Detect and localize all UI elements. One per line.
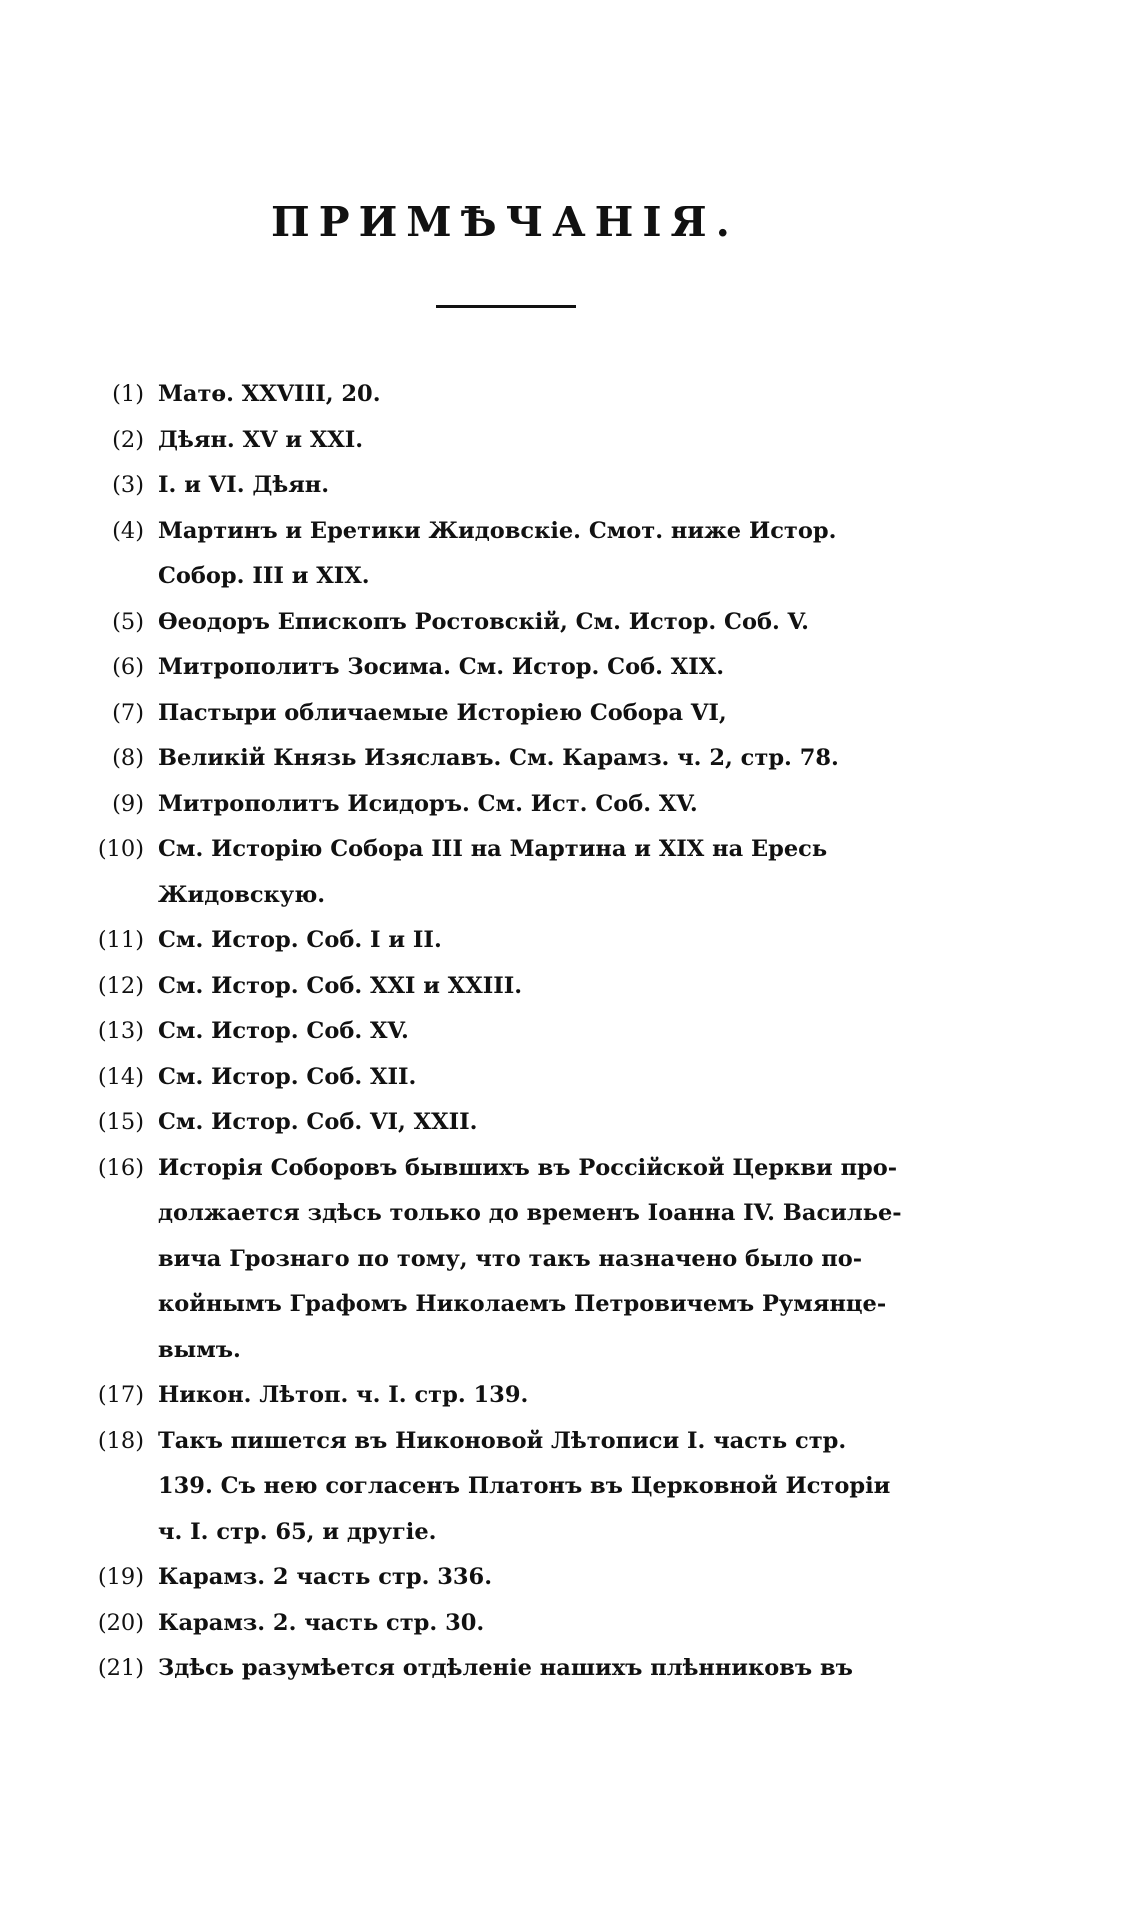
note-number: (9) [112, 790, 144, 817]
note-line: Ѳеодоръ Епископъ Ростовскій, См. Истор. Соб. V. [158, 608, 810, 635]
note-entry [88, 827, 958, 918]
note-entry [88, 600, 958, 646]
note-line: Мартинъ и Еретики Жидовскіе. Смот. ниже Истор. [158, 517, 837, 544]
note-entry [88, 1009, 958, 1055]
note-number: (4) [112, 517, 144, 544]
note-line: вымъ. [158, 1336, 241, 1363]
note-line: Пастыри обличаемые Исторіею Собора VI, [158, 699, 727, 726]
note-number: (17) [97, 1382, 144, 1408]
note-text [158, 1646, 958, 1692]
note-text [158, 782, 958, 828]
note-number: (20) [97, 1609, 144, 1636]
note-entry [88, 463, 958, 509]
note-line: Великій Князь Изяславъ. См. Карамз. ч. 2, стр. 78. [158, 745, 839, 771]
note-line: 139. Съ нею согласенъ Платонъ въ Церковной Исторіи [158, 1473, 891, 1499]
note-line: Митрополитъ Исидоръ. См. Ист. Соб. XV. [158, 790, 698, 817]
note-line: койнымъ Графомъ Николаемъ Петровичемъ Румянце- [158, 1291, 887, 1317]
note-text [158, 1009, 958, 1055]
note-line: Дѣян. XV и XXI. [158, 426, 364, 453]
note-entry [88, 1555, 958, 1601]
note-text [158, 827, 958, 918]
note-text [158, 1373, 958, 1419]
note-line: См. Истор. Соб. I и II. [158, 927, 442, 953]
note-entry [88, 1646, 958, 1692]
note-number: (10) [97, 836, 144, 862]
note-line: Собор. III и XIX. [158, 563, 370, 589]
note-entry [88, 418, 958, 464]
note-line: См. Истор. Соб. XV. [158, 1018, 409, 1044]
note-number: (3) [112, 472, 144, 498]
note-line: См. Исторію Собора III на Мартина и XIX на Ересь [158, 836, 828, 862]
note-entry [88, 1373, 958, 1419]
note-entry [88, 964, 958, 1010]
notes-list [88, 372, 958, 1692]
note-number: (13) [97, 1018, 144, 1044]
note-entry [88, 1601, 958, 1647]
note-number: (7) [112, 699, 144, 726]
note-text [158, 372, 958, 418]
note-text [158, 600, 958, 646]
note-line: ч. I. стр. 65, и другіе. [158, 1518, 437, 1545]
note-text [158, 645, 958, 691]
note-entry [88, 918, 958, 964]
note-number: (2) [112, 426, 144, 453]
note-text [158, 1100, 958, 1146]
note-number: (6) [112, 654, 144, 680]
note-text [158, 1055, 958, 1101]
note-line: Здѣсь разумѣется отдѣленіе нашихъ плѣнниковъ въ [158, 1655, 853, 1681]
note-number: (8) [112, 745, 144, 771]
note-entry [88, 782, 958, 828]
note-text [158, 918, 958, 964]
note-number: (16) [97, 1154, 144, 1181]
note-entry [88, 1146, 958, 1374]
page-title: ПРИМѢЧАНІЯ. [271, 198, 739, 246]
note-number: (11) [97, 927, 144, 953]
note-line: См. Истор. Соб. VI, XXII. [158, 1109, 478, 1135]
note-line: Карамз. 2. часть стр. 30. [158, 1609, 485, 1636]
note-number: (18) [97, 1427, 144, 1454]
note-text [158, 1419, 958, 1556]
note-number: (1) [112, 381, 144, 407]
note-number: (5) [112, 608, 144, 635]
note-text [158, 691, 958, 737]
note-entry [88, 645, 958, 691]
note-text [158, 1601, 958, 1647]
note-text [158, 1555, 958, 1601]
note-line: Жидовскую. [158, 881, 326, 908]
note-text [158, 418, 958, 464]
note-number: (14) [97, 1063, 144, 1090]
note-text [158, 463, 958, 509]
note-line: должается здѣсь только до временъ Іоанна IV. Василье- [158, 1200, 902, 1226]
note-line: I. и VI. Дѣян. [158, 472, 330, 498]
note-line: См. Истор. Соб. XXI и XXIII. [158, 972, 523, 999]
note-number: (19) [97, 1564, 144, 1590]
title-rule [436, 305, 576, 308]
note-line: Матѳ. XXVIII, 20. [158, 381, 381, 407]
note-entry [88, 691, 958, 737]
note-entry [88, 736, 958, 782]
note-number: (12) [97, 972, 144, 999]
note-line: Митрополитъ Зосима. См. Истор. Соб. XIX. [158, 654, 725, 680]
note-line: Такъ пишется въ Никоновой Лѣтописи I. часть стр. [158, 1427, 847, 1454]
note-line: См. Истор. Соб. XII. [158, 1063, 417, 1090]
note-line: Никон. Лѣтоп. ч. I. стр. 139. [158, 1382, 529, 1408]
note-line: Карамз. 2 часть стр. 336. [158, 1564, 493, 1590]
note-text [158, 736, 958, 782]
note-number: (15) [97, 1109, 144, 1135]
note-text [158, 509, 958, 600]
note-entry [88, 1100, 958, 1146]
note-text [158, 1146, 958, 1374]
note-entry [88, 1419, 958, 1556]
note-entry [88, 372, 958, 418]
note-entry [88, 1055, 958, 1101]
note-entry [88, 509, 958, 600]
note-line: вича Грознаго по тому, что такъ назначено было по- [158, 1245, 863, 1272]
note-text [158, 964, 958, 1010]
note-number: (21) [97, 1655, 144, 1681]
note-line: Исторія Соборовъ бывшихъ въ Россійской Церкви про- [158, 1154, 898, 1181]
